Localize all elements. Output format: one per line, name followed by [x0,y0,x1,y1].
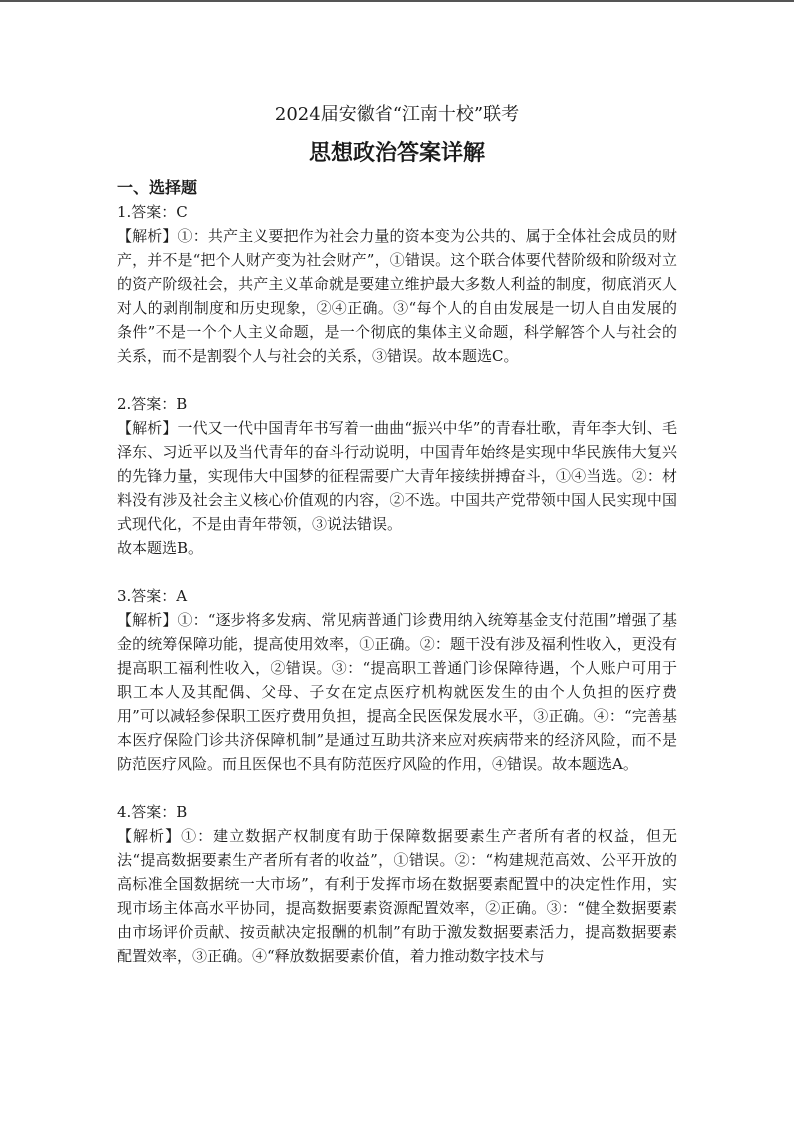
document-page [117,100,677,968]
question-2-conclusion: 故本题选B。 [117,539,204,557]
answer-key-title: 思想政治答案详解 [308,141,485,166]
question-3-explanation: 【解析】①：“逐步将多发病、常见病普通门诊费用纳入统筹基金支付范围”增强了基金的统筹保障功能，提高使用效率，①正确。②：题干没有涉及福利性收入，更没有提高职工福利性收入，②错误。③：“提高职工普通门诊保障待遇，个人账户可用于职工本人及其配偶、父母、子女在定点医疗机构就医发生的由个人负担的医疗费用”可以减轻参保职工医疗费用负担，提高全民医保发展水平，③正确。④：“完善基本医疗保险门诊共济保障机制”是通过互助共济来应对疾病带来的经济风险，而不是防范医疗风险。而且医保也不具有防范医疗风险的作用，④错误。故本题选A。 [117,611,677,773]
question-1-explanation: 【解析】①：共产主义要把作为社会力量的资本变为公共的、属于全体社会成员的财产，并不是“把个人财产变为社会财产”，①错误。这个联合体要代替阶级和阶级对立的资产阶级社会，共产主义革命就是要建立维护最大多数人利益的制度，彻底消灭人对人的剥削制度和历史现象，②④正确。③“每个人的自由发展是一切人自由发展的条件”不是一个个人主义命题，是一个彻底的集体主义命题，科学解答个人与社会的关系，而不是割裂个人与社会的关系，③错误。故本题选C。 [117,227,677,365]
question-3 [117,584,677,776]
question-2-explanation: 【解析】一代又一代中国青年书写着一曲曲“振兴中华”的青春壮歌，青年李大钊、毛泽东、习近平以及当代青年的奋斗行动说明，中国青年始终是实现中华民族伟大复兴的先锋力量，实现伟大中国梦的征程需要广大青年接续拼搏奋斗，①④当选。②：材料没有涉及社会主义核心价值观的内容，②不选。中国共产党带领中国人民实现中国式现代化，不是由青年带领，③说法错误。 [117,419,677,533]
spacer [117,560,677,584]
spacer [117,368,677,392]
exam-title: 2024届安徽省“江南十校”联考 [274,104,520,125]
question-1 [117,200,677,368]
question-1-answer: 1.答案：C [117,203,188,221]
section-heading: 一、选择题 [117,178,198,197]
question-4-answer: 4.答案：B [117,803,188,821]
question-4 [117,800,677,968]
question-2 [117,392,677,560]
question-2-answer: 2.答案：B [117,395,188,413]
question-4-explanation: 【解析】①：建立数据产权制度有助于保障数据要素生产者所有者的权益，但无法“提高数据要素生产者所有者的收益”，①错误。②：“构建规范高效、公平开放的高标准全国数据统一大市场”，有利于发挥市场在数据要素配置中的决定性作用，实现市场主体高水平协同，提高数据要素资源配置效率，②正确。③：“健全数据要素由市场评价贡献、按贡献决定报酬的机制”有助于激发数据要素活力，提高数据要素配置效率，③正确。④“释放数据要素价值，着力推动数字技术与 [117,827,677,965]
top-rule [0,0,794,2]
question-3-answer: 3.答案：A [117,587,188,605]
spacer [117,776,677,800]
